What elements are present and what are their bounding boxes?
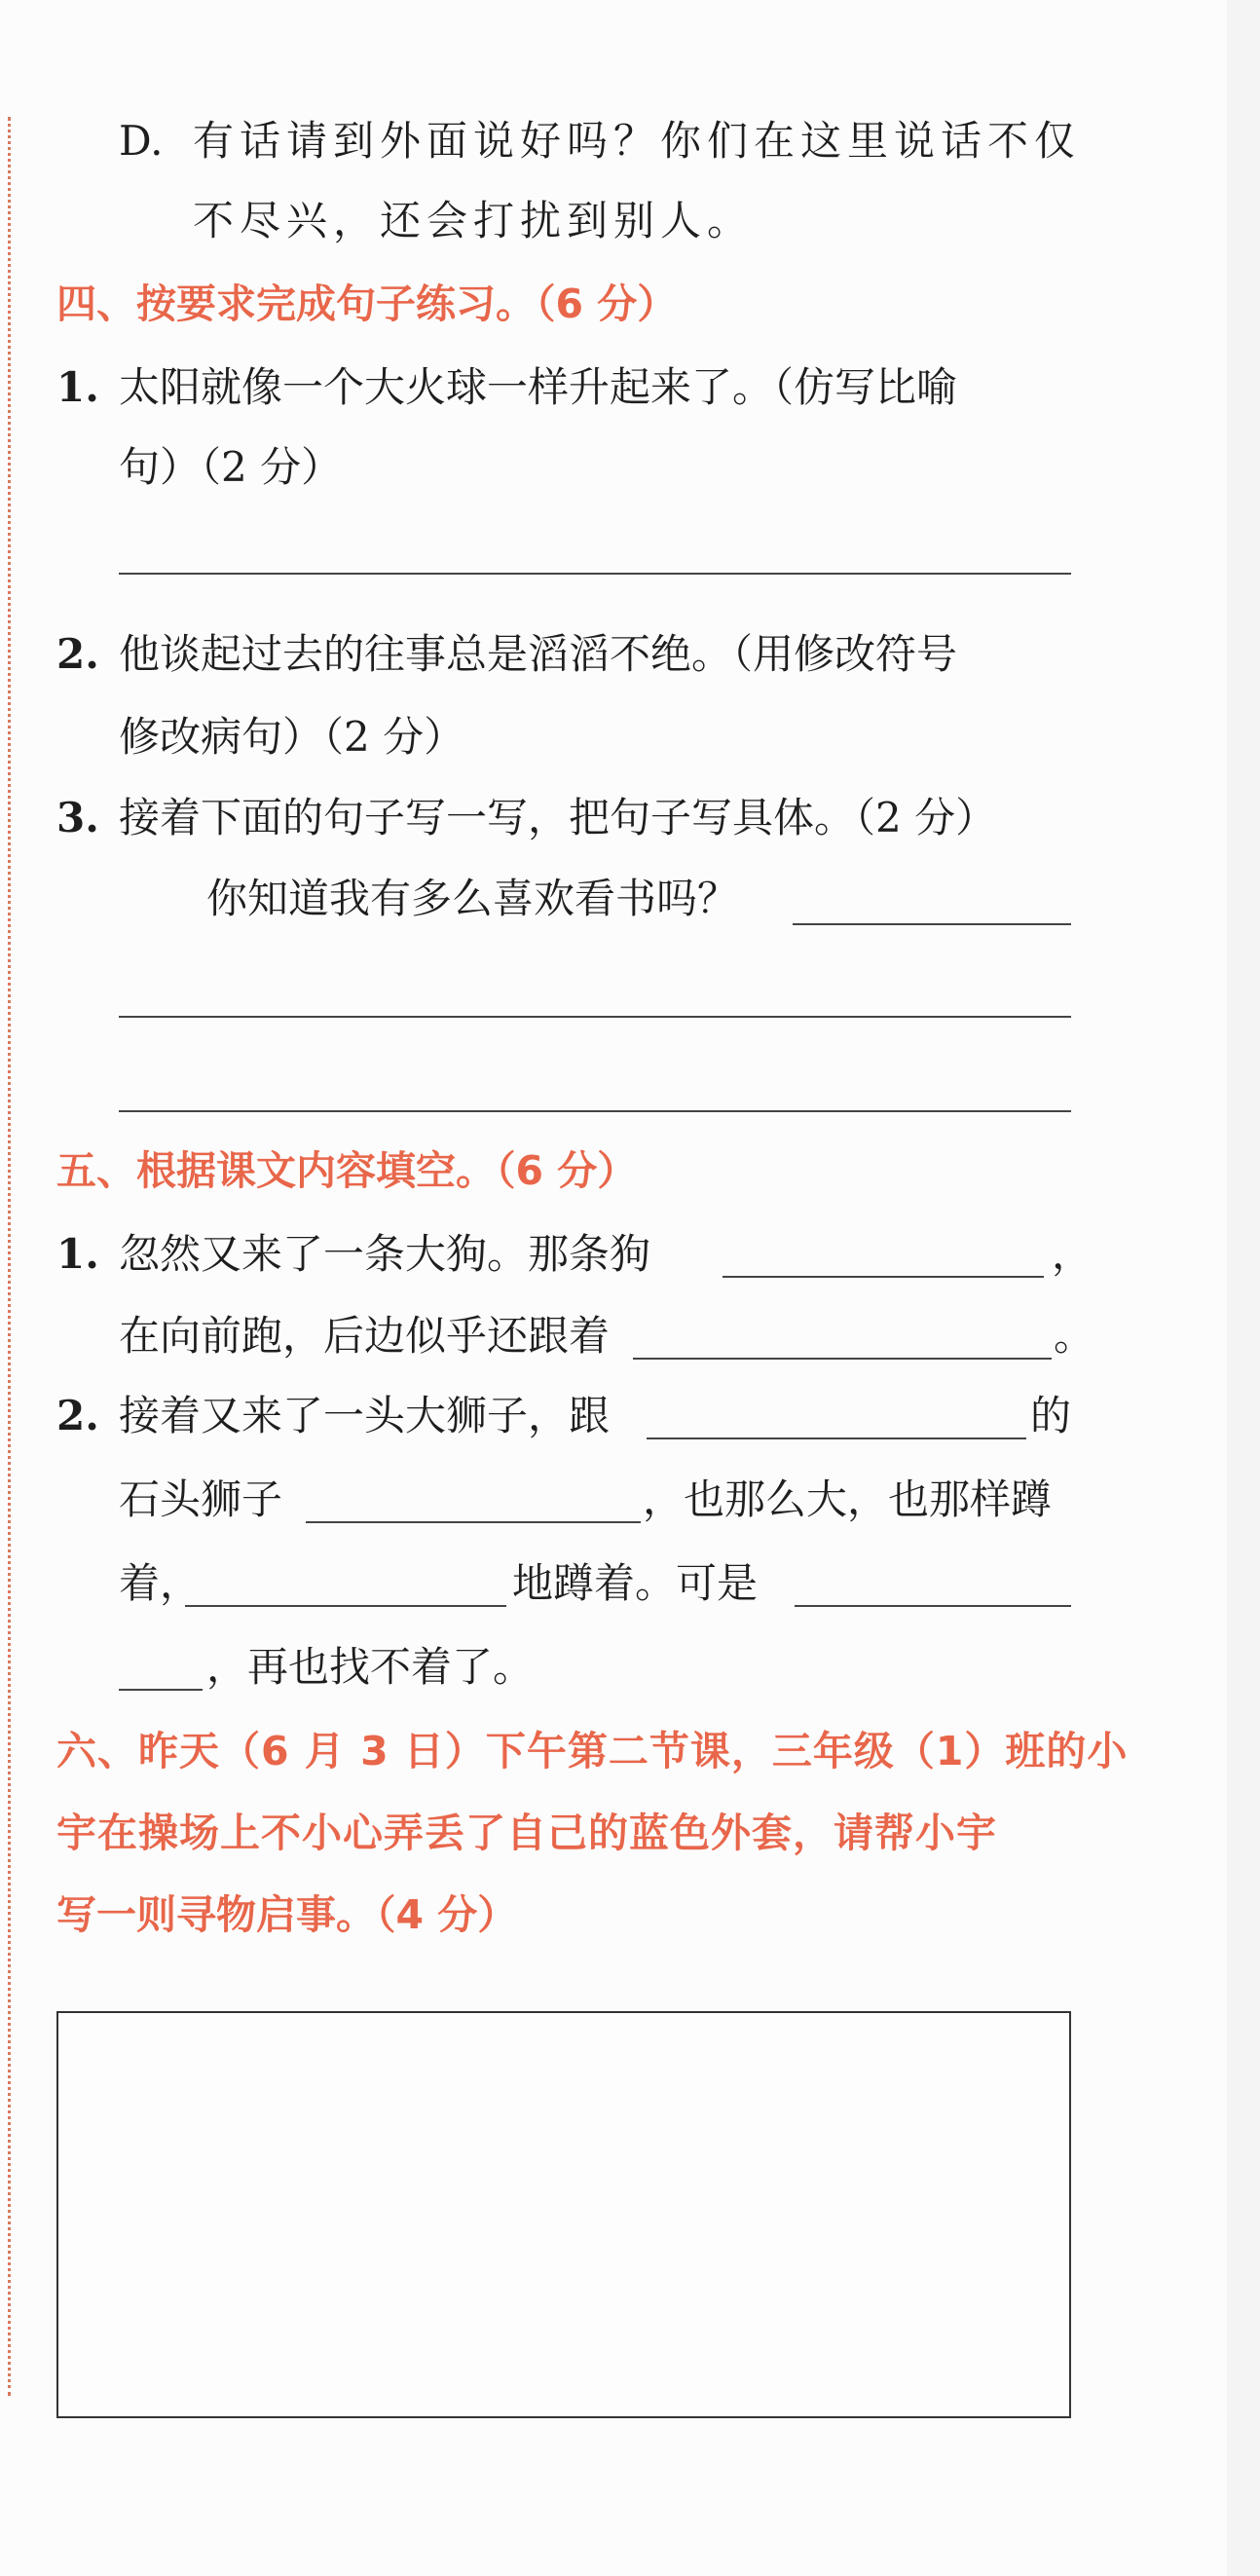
s4-q1-line2: 句）（2 分） — [119, 443, 343, 491]
s4-q3-line1: 接着下面的句子写一写，把句子写具体。（2 分） — [119, 794, 997, 841]
s5-q2-text-5: 着， — [119, 1559, 202, 1607]
option-d-line2: 不尽兴，还会打扰到别人。 — [193, 197, 755, 244]
s5-q2-blank-4[interactable] — [795, 1605, 1071, 1607]
lost-item-notice-box[interactable] — [56, 2011, 1071, 2418]
s4-q1-number: 1. — [56, 363, 99, 411]
margin-dotted-line — [8, 117, 11, 2396]
s5-q2-blank-3[interactable] — [185, 1605, 506, 1607]
s5-q1-text-1: 忽然又来了一条大狗。那条狗 — [119, 1230, 651, 1278]
s4-q2-line1: 他谈起过去的往事总是滔滔不绝。（用修改符号 — [119, 630, 958, 678]
s5-q2-text-6: 地蹲着。可是 — [512, 1559, 759, 1607]
section6-title-line3: 写一则寻物启事。（4 分） — [56, 1891, 518, 1938]
s5-q2-blank-2[interactable] — [306, 1521, 641, 1523]
s4-q3-number: 3. — [56, 794, 99, 841]
s4-q3-answer-line-2[interactable] — [119, 1016, 1071, 1018]
section6-title-line2: 宇在操场上不小心弄丢了自己的蓝色外套，请帮小宇 — [56, 1810, 997, 1856]
option-d-line1: 有话请到外面说好吗？你们在这里说话不仅 — [193, 117, 1082, 165]
section4-title: 四、按要求完成句子练习。（6 分） — [56, 280, 678, 327]
s4-q2-line2: 修改病句）（2 分） — [119, 713, 465, 761]
s5-q2-number: 2. — [56, 1392, 99, 1439]
s5-q1-blank-1[interactable] — [723, 1276, 1044, 1278]
option-d-letter: D. — [119, 117, 164, 165]
s5-q1-text-4: 。 — [1054, 1312, 1095, 1360]
s4-q3-answer-line-1[interactable] — [793, 923, 1071, 925]
s5-q1-text-3: 在向前跑，后边似乎还跟着 — [119, 1312, 611, 1360]
s4-q2-number: 2. — [56, 630, 99, 678]
s4-q3-answer-line-3[interactable] — [119, 1110, 1071, 1112]
s5-q2-text-3: 石头狮子 — [119, 1475, 283, 1523]
s5-q2-text-4: ，也那么大，也那样蹲 — [643, 1475, 1053, 1523]
s5-q2-blank-5[interactable] — [119, 1689, 203, 1691]
s4-q3-prompt: 你知道我有多么喜欢看书吗？ — [206, 875, 739, 922]
s5-q2-text-2: 的 — [1030, 1392, 1072, 1439]
s5-q1-blank-2[interactable] — [633, 1358, 1052, 1360]
s5-q1-text-2: ， — [1052, 1230, 1093, 1278]
section5-title: 五、根据课文内容填空。（6 分） — [56, 1147, 638, 1194]
s5-q2-blank-1[interactable] — [647, 1437, 1026, 1439]
s5-q1-number: 1. — [56, 1230, 99, 1278]
s5-q2-text-7: ，再也找不着了。 — [206, 1643, 535, 1691]
s4-q1-line1: 太阳就像一个大火球一样升起来了。（仿写比喻 — [119, 363, 958, 411]
section6-title-line1: 六、昨天（6 月 3 日）下午第二节课，三年级（1）班的小 — [56, 1728, 1129, 1774]
s5-q2-text-1: 接着又来了一头大狮子，跟 — [119, 1392, 611, 1439]
s4-q1-answer-line[interactable] — [119, 573, 1071, 575]
